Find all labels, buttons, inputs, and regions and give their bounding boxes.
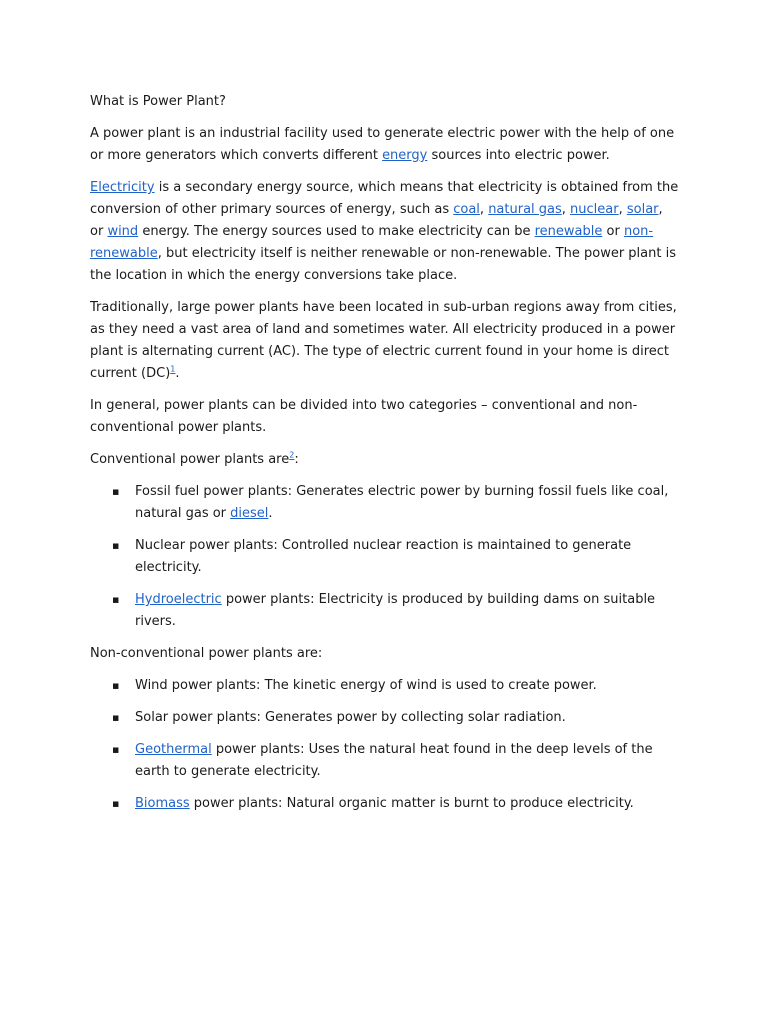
general-paragraph [90, 395, 680, 439]
text-run: Non-conventional power plants are: [90, 646, 323, 661]
document-body [90, 91, 680, 825]
text-run: Nuclear power plants: Controlled nuclear reaction is maintained to generate electricity. [135, 538, 632, 575]
text-run: is a secondary energy source, which means that electricity is obtained from the conversion of other primary sources of energy, such as [90, 180, 679, 217]
text-run: Wind power plants: The kinetic energy of wind is used to create power. [135, 678, 597, 693]
text-run: A power plant is an industrial facility used to generate electric power with the help of one or more generators which converts different [90, 126, 675, 163]
electricity-paragraph [90, 177, 680, 287]
conventional-heading [90, 449, 680, 471]
bullet-icon: ▪ [112, 711, 120, 724]
text-run: , [618, 202, 627, 217]
list-item-text [135, 710, 566, 725]
link-geothermal[interactable]: Geothermal [135, 742, 212, 757]
text-run: , or [90, 202, 663, 239]
list-item [90, 589, 680, 633]
list-item [90, 739, 680, 783]
footnote-ref-1[interactable]: 1 [170, 364, 176, 374]
link-biomass[interactable]: Biomass [135, 796, 190, 811]
text-run: sources into electric power. [427, 148, 610, 163]
text-run: Conventional power plants are [90, 452, 290, 467]
text-run: power plants: Natural organic matter is burnt to produce electricity. [189, 796, 634, 811]
list-item-text [135, 742, 653, 779]
list-item [90, 675, 680, 697]
bullet-icon: ▪ [112, 485, 120, 498]
text-run: Solar power plants: Generates power by collecting solar radiation. [135, 710, 566, 725]
list-item [90, 793, 680, 815]
text-run: . [175, 366, 180, 381]
text-run: , but electricity itself is neither renewable or non-renewable. The power plant is the location in which the energy conversions take place. [90, 246, 676, 283]
link-diesel[interactable]: diesel [230, 506, 269, 521]
text-run: energy. The energy sources used to make electricity can be [138, 224, 535, 239]
list-item-text [135, 592, 655, 629]
link-natural-gas[interactable]: natural gas [488, 202, 562, 217]
bullet-icon: ▪ [112, 797, 120, 810]
link-electricity[interactable]: Electricity [90, 180, 155, 195]
bullet-icon: ▪ [112, 743, 120, 756]
list-item-text [135, 538, 631, 575]
text-run: power plants: Uses the natural heat found in the deep levels of the earth to generate electricity. [135, 742, 653, 779]
text-run: power plants: Electricity is produced by building dams on suitable rivers. [135, 592, 656, 629]
document-title: What is Power Plant? [90, 94, 226, 109]
text-run: , [479, 202, 489, 217]
link-non-renewable[interactable]: non-renewable [90, 224, 654, 261]
list-item-text [135, 484, 668, 521]
bullet-icon: ▪ [112, 593, 120, 606]
link-wind[interactable]: wind [107, 224, 139, 239]
text-run: In general, power plants can be divided into two categories – conventional and non-conventional power plants. [90, 398, 638, 435]
text-run: Traditionally, large power plants have been located in sub-urban regions away from cities, as they need a vast area of land and sometimes water. All electricity produced in a power plant is alternating current (AC). The type of electric current found in your home is direct current (DC) [90, 300, 677, 381]
list-item-text [135, 796, 634, 811]
footnote-ref-2[interactable]: 2 [289, 450, 295, 460]
nonconventional-list [90, 675, 680, 815]
text-run: , [561, 202, 571, 217]
text-run: or [602, 224, 624, 239]
list-item-text [135, 678, 597, 693]
conventional-list [90, 481, 680, 633]
link-hydroelectric[interactable]: Hydroelectric [135, 592, 222, 607]
link-coal[interactable]: coal [453, 202, 480, 217]
list-item [90, 707, 680, 729]
bullet-icon: ▪ [112, 539, 120, 552]
bullet-icon: ▪ [112, 679, 120, 692]
text-run: Fossil fuel power plants: Generates electric power by burning fossil fuels like coal, natural gas or [135, 484, 669, 521]
text-run: . [268, 506, 273, 521]
list-item [90, 535, 680, 579]
intro-paragraph [90, 123, 680, 167]
nonconventional-heading [90, 643, 680, 665]
traditional-paragraph [90, 297, 680, 385]
list-item [90, 481, 680, 525]
link-nuclear[interactable]: nuclear [570, 202, 619, 217]
text-run: : [294, 452, 299, 467]
link-solar[interactable]: solar [626, 202, 659, 217]
link-renewable[interactable]: renewable [534, 224, 603, 239]
link-energy[interactable]: energy [382, 148, 428, 163]
